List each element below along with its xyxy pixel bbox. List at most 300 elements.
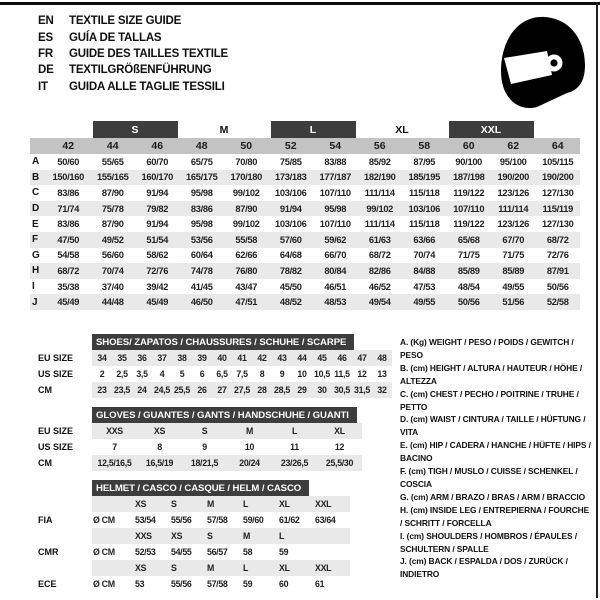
row-cells: [92, 350, 392, 366]
measure-value: 48/52: [279, 297, 302, 308]
helmet-table: [38, 480, 392, 592]
cell-value: 2: [99, 369, 105, 379]
measure-value: 71/75: [457, 250, 480, 261]
measure-value: 82/86: [368, 265, 391, 276]
cell-value: 39: [197, 353, 207, 363]
size-group-xxl: XXL: [449, 121, 534, 138]
cell-value: 28: [257, 385, 267, 395]
cell-value: XS: [153, 426, 166, 436]
size-col-header: 64: [551, 140, 564, 152]
cell-value: S: [171, 563, 177, 573]
cell-value: 5: [179, 369, 185, 379]
measure-row: [30, 216, 580, 232]
cell-value: 27,5: [234, 385, 250, 395]
measure-value: 127/130: [541, 187, 574, 198]
cell-value: 12,5/16,5: [97, 458, 132, 468]
legend-item: E. (cm) HIP / CADERA / HANCHE / HÜFTE / HIPS / BACINO: [400, 440, 591, 464]
measure-value: 39/42: [146, 281, 169, 292]
cell-value: 23,5: [114, 385, 130, 395]
measure-value: 107/110: [453, 203, 485, 214]
measure-value: 78/82: [279, 265, 302, 276]
measure-value: 70/74: [101, 265, 124, 276]
cell-value: S: [201, 426, 208, 436]
measure-value: 103/106: [274, 187, 307, 198]
language-code: ES: [38, 31, 53, 44]
measure-value: 115/118: [409, 187, 440, 198]
helmet-table-title: HELMET / CASCO / CASQUE / HELM / CASCO: [92, 480, 309, 496]
cell-value: 63/64: [315, 515, 336, 525]
cell-value: 9: [202, 442, 207, 452]
row-label: US SIZE: [38, 442, 74, 452]
measure-value: 127/130: [541, 219, 574, 230]
size-table-body: [30, 154, 580, 310]
language-title: TEXTILE SIZE GUIDE: [69, 15, 182, 28]
cell-value: 11,5: [334, 369, 350, 379]
cell-value: 11: [290, 442, 299, 452]
measure-value: 75/78: [101, 203, 124, 214]
measure-value: 95/98: [324, 203, 347, 214]
right-border: [596, 2, 598, 598]
cell-value: 12: [357, 369, 367, 379]
cell-value: 6: [199, 369, 205, 379]
measure-value: 59/62: [324, 234, 347, 245]
measure-value: 185/195: [408, 172, 440, 183]
measure-value: 187/198: [452, 172, 485, 183]
measure-value: 83/86: [57, 187, 80, 198]
size-col-header: 48: [195, 140, 208, 152]
measure-value: 46/52: [368, 281, 391, 292]
measure-value: 65/75: [190, 156, 213, 167]
size-group-m: M: [219, 123, 229, 136]
textile-size-table: [30, 121, 580, 310]
size-col-header: 50: [240, 140, 253, 152]
cell-value: XL: [334, 426, 345, 436]
cell-value: M: [245, 426, 254, 436]
measure-value: 75/85: [279, 156, 302, 167]
cell-value: 10,5: [314, 369, 330, 379]
measure-value: 83/86: [190, 203, 213, 214]
measure-value: 87/90: [101, 187, 124, 198]
cell-value: 61: [315, 579, 325, 589]
language-row: [38, 46, 228, 62]
legend-item: G. (cm) ARM / BRAZO / BRAS / ARM / BRACCIO: [400, 491, 586, 502]
cell-value: 52/53: [135, 547, 156, 557]
measure-value: 35/38: [57, 281, 80, 292]
measure-value: 103/106: [274, 219, 307, 230]
legend-item: I. (cm) SHOULDERS / HOMBROS / ÉPAULES / SCHULTERN / SPALLE: [400, 530, 577, 554]
cell-value: 25,5: [174, 385, 190, 395]
measure-value: 49/54: [368, 297, 391, 308]
row-cells: [92, 512, 350, 528]
cell-value: 28,5: [274, 385, 290, 395]
cell-value: 32: [377, 385, 387, 395]
gloves-table-title: GLOVES / GUANTES / GANTS / HANDSCHUHE / GUANTI: [92, 407, 357, 423]
measure-value: 90/100: [455, 156, 483, 167]
cell-value: XS: [171, 531, 183, 541]
cell-value: Ø CM: [93, 547, 115, 557]
measure-value: 71/74: [57, 203, 80, 214]
row-cells: [92, 544, 350, 560]
cell-value: L: [279, 531, 285, 541]
measure-value: 46/50: [190, 297, 213, 308]
measure-value: 47/50: [57, 234, 80, 245]
row-label: FIA: [38, 515, 53, 525]
measure-letter: A: [32, 156, 40, 168]
measure-value: 87/90: [235, 203, 258, 214]
cell-value: XXL: [315, 563, 332, 573]
cell-value: 34: [97, 353, 107, 363]
language-title: GUÍA DE TALLAS: [69, 31, 162, 44]
measure-value: 99/102: [366, 203, 394, 214]
measure-value: 150/160: [52, 172, 84, 183]
shoes-table-title: SHOES/ ZAPATOS / CHAUSSURES / SCHUHE / SCARPE: [92, 334, 354, 350]
cell-value: 12: [334, 442, 345, 452]
measure-value: 80/84: [324, 265, 347, 276]
table-row: [38, 455, 392, 471]
row-cells: [92, 366, 392, 382]
size-group-spacer: [30, 121, 91, 138]
row-cells: [92, 439, 362, 455]
measure-value: 55/65: [101, 156, 124, 167]
row-label: US SIZE: [38, 369, 74, 379]
cell-value: 41: [237, 353, 247, 363]
size-group-row: [30, 121, 580, 138]
cell-value: 3,5: [136, 369, 148, 379]
measure-row: [30, 185, 580, 201]
size-group-s: S: [93, 121, 178, 138]
cell-value: 59: [243, 579, 253, 589]
cell-value: 61/62: [279, 515, 300, 525]
measure-value: 57/60: [279, 234, 302, 245]
measure-value: 70/80: [235, 156, 258, 167]
cell-value: 44: [297, 353, 307, 363]
measure-letter: B: [32, 171, 40, 183]
cell-value: L: [243, 563, 249, 573]
measure-value: 84/88: [413, 265, 436, 276]
measure-value: 85/89: [502, 265, 525, 276]
cell-value: M: [207, 499, 215, 509]
measure-value: 44/48: [101, 297, 124, 308]
measure-value: 46/51: [324, 281, 347, 292]
row-cells: [92, 528, 350, 544]
row-cells: [92, 560, 350, 576]
measure-value: 41/45: [190, 281, 213, 292]
measure-value: 91/94: [146, 219, 169, 230]
measure-value: 111/114: [364, 219, 395, 230]
measure-value: 190/200: [497, 172, 529, 183]
measure-value: 99/102: [232, 219, 260, 230]
table-row: [38, 366, 392, 382]
cell-value: 54/55: [171, 547, 192, 557]
measure-value: 107/110: [319, 219, 351, 230]
measure-letter: G: [32, 249, 40, 261]
measure-value: 115/119: [542, 203, 573, 214]
cell-value: 46: [337, 353, 347, 363]
measure-value: 123/126: [497, 187, 529, 198]
measure-value: 123/126: [497, 219, 529, 230]
measure-value: 87/95: [413, 156, 436, 167]
shoes-table: [38, 334, 392, 398]
measure-value: 50/56: [546, 281, 569, 292]
measure-value: 45/49: [57, 297, 80, 308]
measure-value: 47/51: [235, 297, 258, 308]
table-row: [38, 576, 392, 592]
measure-letter: C: [32, 187, 40, 199]
cell-value: XL: [279, 499, 290, 509]
cell-value: 7,5: [236, 369, 248, 379]
language-title: GUIDA ALLE TAGLIE TESSILI: [69, 80, 225, 93]
size-col-header: 58: [418, 140, 431, 152]
measure-value: 37/40: [101, 281, 124, 292]
row-label: EU SIZE: [38, 426, 74, 436]
cell-value: 57/58: [207, 579, 228, 589]
language-code: IT: [38, 80, 48, 93]
measure-value: 47/53: [413, 281, 436, 292]
cell-value: 26: [197, 385, 207, 395]
cell-value: 30,5: [334, 385, 350, 395]
measure-value: 165/175: [185, 172, 218, 183]
cell-value: M: [243, 531, 251, 541]
measure-value: 95/98: [190, 187, 213, 198]
cell-value: 8: [157, 442, 162, 452]
measure-row: [30, 154, 580, 170]
cell-value: 8: [259, 369, 265, 379]
cell-value: XXS: [106, 426, 123, 436]
measure-value: 61/63: [368, 234, 391, 245]
measure-value: 91/94: [146, 187, 169, 198]
measure-value: 68/72: [546, 234, 569, 245]
language-row: [38, 79, 228, 95]
measure-value: 85/89: [457, 265, 480, 276]
measure-value: 70/74: [413, 250, 436, 261]
row-label: EU SIZE: [38, 353, 74, 363]
legend-item: D. (cm) WAIST / CINTURA / TAILLE / HÜFTUNG / VITA: [400, 414, 586, 438]
measure-value: 72/76: [146, 265, 169, 276]
cell-value: 40: [217, 353, 227, 363]
cell-value: 13: [377, 369, 387, 379]
measure-letter: I: [32, 281, 35, 293]
helmet-table-rows: [38, 496, 392, 592]
cell-value: 58: [243, 547, 253, 557]
language-title: GUIDE DES TAILLES TEXTILE: [69, 47, 228, 60]
size-group-spacer: [536, 121, 581, 138]
measure-letter: J: [32, 296, 38, 308]
measure-value: 45/50: [279, 281, 302, 292]
cell-value: 56/57: [207, 547, 228, 557]
measure-letter: H: [32, 265, 40, 277]
measure-value: 119/122: [453, 219, 485, 230]
cell-value: Ø CM: [93, 579, 115, 589]
measure-value: 155/165: [96, 172, 129, 183]
legend-item: C. (cm) CHEST / PECHO / POITRINE / TRUHE / PETTO: [400, 388, 579, 412]
measure-row: [30, 232, 580, 248]
measure-row: [30, 294, 580, 310]
legend-item: F. (cm) TIGH / MUSLO / CUISSE / SCHENKEL / COSCIA: [400, 466, 578, 489]
size-col-header: 54: [329, 140, 342, 152]
cell-value: 55/56: [171, 515, 192, 525]
measure-value: 55/58: [235, 234, 258, 245]
shoes-table-rows: [38, 350, 392, 398]
cell-value: 42: [257, 353, 267, 363]
measure-value: 49/55: [502, 281, 525, 292]
cell-value: 24,5: [154, 385, 170, 395]
measure-value: 160/170: [141, 172, 173, 183]
measure-value: 64/68: [279, 250, 302, 261]
legend-item: H. (cm) INSIDE LEG / ENTREPIERNA / FOURCHE / SCHRITT / FORCELLA: [400, 504, 590, 528]
cell-value: Ø CM: [93, 515, 115, 525]
row-cells: [92, 423, 362, 439]
gloves-table: [38, 407, 392, 471]
measure-value: 85/92: [368, 156, 391, 167]
cell-value: S: [171, 499, 177, 509]
measure-value: 49/55: [413, 297, 436, 308]
cell-value: 7: [112, 442, 117, 452]
row-cells: [92, 496, 350, 512]
language-row: [38, 13, 228, 29]
measure-value: 87/90: [101, 219, 124, 230]
measure-value: 83/86: [57, 219, 80, 230]
size-group-xl: XL: [395, 123, 409, 136]
cell-value: M: [207, 563, 215, 573]
measure-value: 51/56: [502, 297, 525, 308]
cell-value: 48: [377, 353, 387, 363]
cell-value: 47: [357, 353, 367, 363]
cell-value: XL: [279, 563, 290, 573]
measure-value: 91/94: [279, 203, 302, 214]
language-code: DE: [38, 64, 54, 77]
measure-value: 71/75: [502, 250, 525, 261]
size-col-header: 60: [462, 140, 475, 152]
measure-value: 60/64: [190, 250, 213, 261]
row-label: CMR: [38, 547, 59, 557]
cell-value: L: [243, 499, 249, 509]
measure-row: [30, 248, 580, 264]
measure-value: 60/70: [146, 156, 169, 167]
cell-value: 6,5: [216, 369, 228, 379]
cell-value: 2,5: [116, 369, 128, 379]
measure-value: 115/118: [409, 219, 440, 230]
cell-value: 43: [277, 353, 287, 363]
cell-value: 53: [135, 579, 145, 589]
size-col-header: 56: [373, 140, 386, 152]
cell-value: 36: [137, 353, 147, 363]
measure-value: 65/68: [457, 234, 480, 245]
row-label: ECE: [38, 579, 57, 589]
cell-value: S: [207, 531, 213, 541]
measure-value: 105/115: [542, 156, 574, 167]
measure-value: 103/106: [408, 203, 440, 214]
measure-value: 51/54: [146, 234, 169, 245]
measure-value: 68/72: [57, 265, 80, 276]
measure-value: 111/114: [364, 187, 395, 198]
measure-value: 62/66: [235, 250, 258, 261]
measure-value: 72/76: [546, 250, 569, 261]
cell-value: 9: [279, 369, 285, 379]
legend-item: A. (Kg) WEIGHT / PESO / POIDS / GEWITCH / PESO: [400, 337, 574, 360]
cell-value: 59/60: [243, 515, 264, 525]
measure-row: [30, 263, 580, 279]
measure-value: 67/70: [502, 234, 525, 245]
measure-value: 95/100: [499, 156, 527, 167]
language-code: FR: [38, 47, 53, 60]
measure-value: 48/53: [324, 297, 347, 308]
measurement-legend: [400, 336, 592, 581]
measure-value: 190/200: [541, 172, 574, 183]
legend-item: J. (cm) BACK / ESPALDA / DOS / ZURÜCK / INDIETRO: [400, 556, 568, 580]
cell-value: 27: [217, 385, 227, 395]
measure-value: 173/183: [274, 172, 307, 183]
measure-row: [30, 279, 580, 295]
cell-value: 25,5/30: [325, 458, 354, 468]
measure-value: 49/52: [101, 234, 124, 245]
cell-value: 23: [97, 385, 107, 395]
measure-value: 83/88: [324, 156, 347, 167]
cell-value: XXL: [315, 499, 332, 509]
measure-row: [30, 201, 580, 217]
cell-value: 55/56: [171, 579, 192, 589]
cell-value: 18/21,5: [190, 458, 219, 468]
cell-value: 38: [177, 353, 187, 363]
size-col-header: 44: [106, 140, 119, 152]
cell-value: 10: [244, 442, 255, 452]
cell-value: XXS: [135, 531, 152, 541]
cell-value: 37: [157, 353, 167, 363]
size-col-header: 62: [507, 140, 520, 152]
measure-value: 54/58: [57, 250, 80, 261]
table-row: [38, 382, 392, 398]
measure-value: 119/122: [453, 187, 485, 198]
measure-value: 53/56: [190, 234, 213, 245]
cell-value: 57/58: [207, 515, 228, 525]
language-row: [38, 62, 228, 78]
language-row: [38, 29, 228, 45]
measure-value: 63/66: [413, 234, 436, 245]
cell-value: 59: [279, 547, 289, 557]
cell-value: 29: [297, 385, 307, 395]
cell-value: 16,5/19: [145, 458, 174, 468]
language-title-list: [38, 13, 228, 95]
cell-value: 31,5: [354, 385, 370, 395]
measure-value: 95/98: [190, 219, 213, 230]
size-col-header: 46: [151, 140, 164, 152]
row-cells: [92, 455, 362, 471]
measure-value: 56/60: [101, 250, 124, 261]
accessory-tables: [38, 334, 392, 600]
measure-letter: E: [32, 218, 39, 230]
top-border: [0, 2, 600, 5]
row-cells: [92, 576, 350, 592]
legend-item: B. (cm) HEIGHT / ALTURA / HAUTEUR / HÖHE / ALTEZZA: [400, 362, 583, 386]
cell-value: 60: [279, 579, 289, 589]
table-row: [38, 528, 392, 544]
measure-value: 99/102: [232, 187, 260, 198]
table-row: [38, 350, 392, 366]
measure-value: 170/180: [230, 172, 262, 183]
gloves-table-rows: [38, 423, 392, 471]
cell-value: 45: [317, 353, 327, 363]
measure-value: 76/80: [235, 265, 258, 276]
size-col-header: 52: [284, 140, 297, 152]
measure-letter: D: [32, 203, 40, 215]
cell-value: XS: [135, 499, 147, 509]
cell-value: 30: [317, 385, 327, 395]
table-row: [38, 544, 392, 560]
measure-value: 43/47: [235, 281, 258, 292]
measure-value: 52/58: [546, 297, 569, 308]
size-col-header: 42: [62, 140, 75, 152]
racing-helmet-icon: [491, 11, 591, 111]
table-row: [38, 496, 392, 512]
